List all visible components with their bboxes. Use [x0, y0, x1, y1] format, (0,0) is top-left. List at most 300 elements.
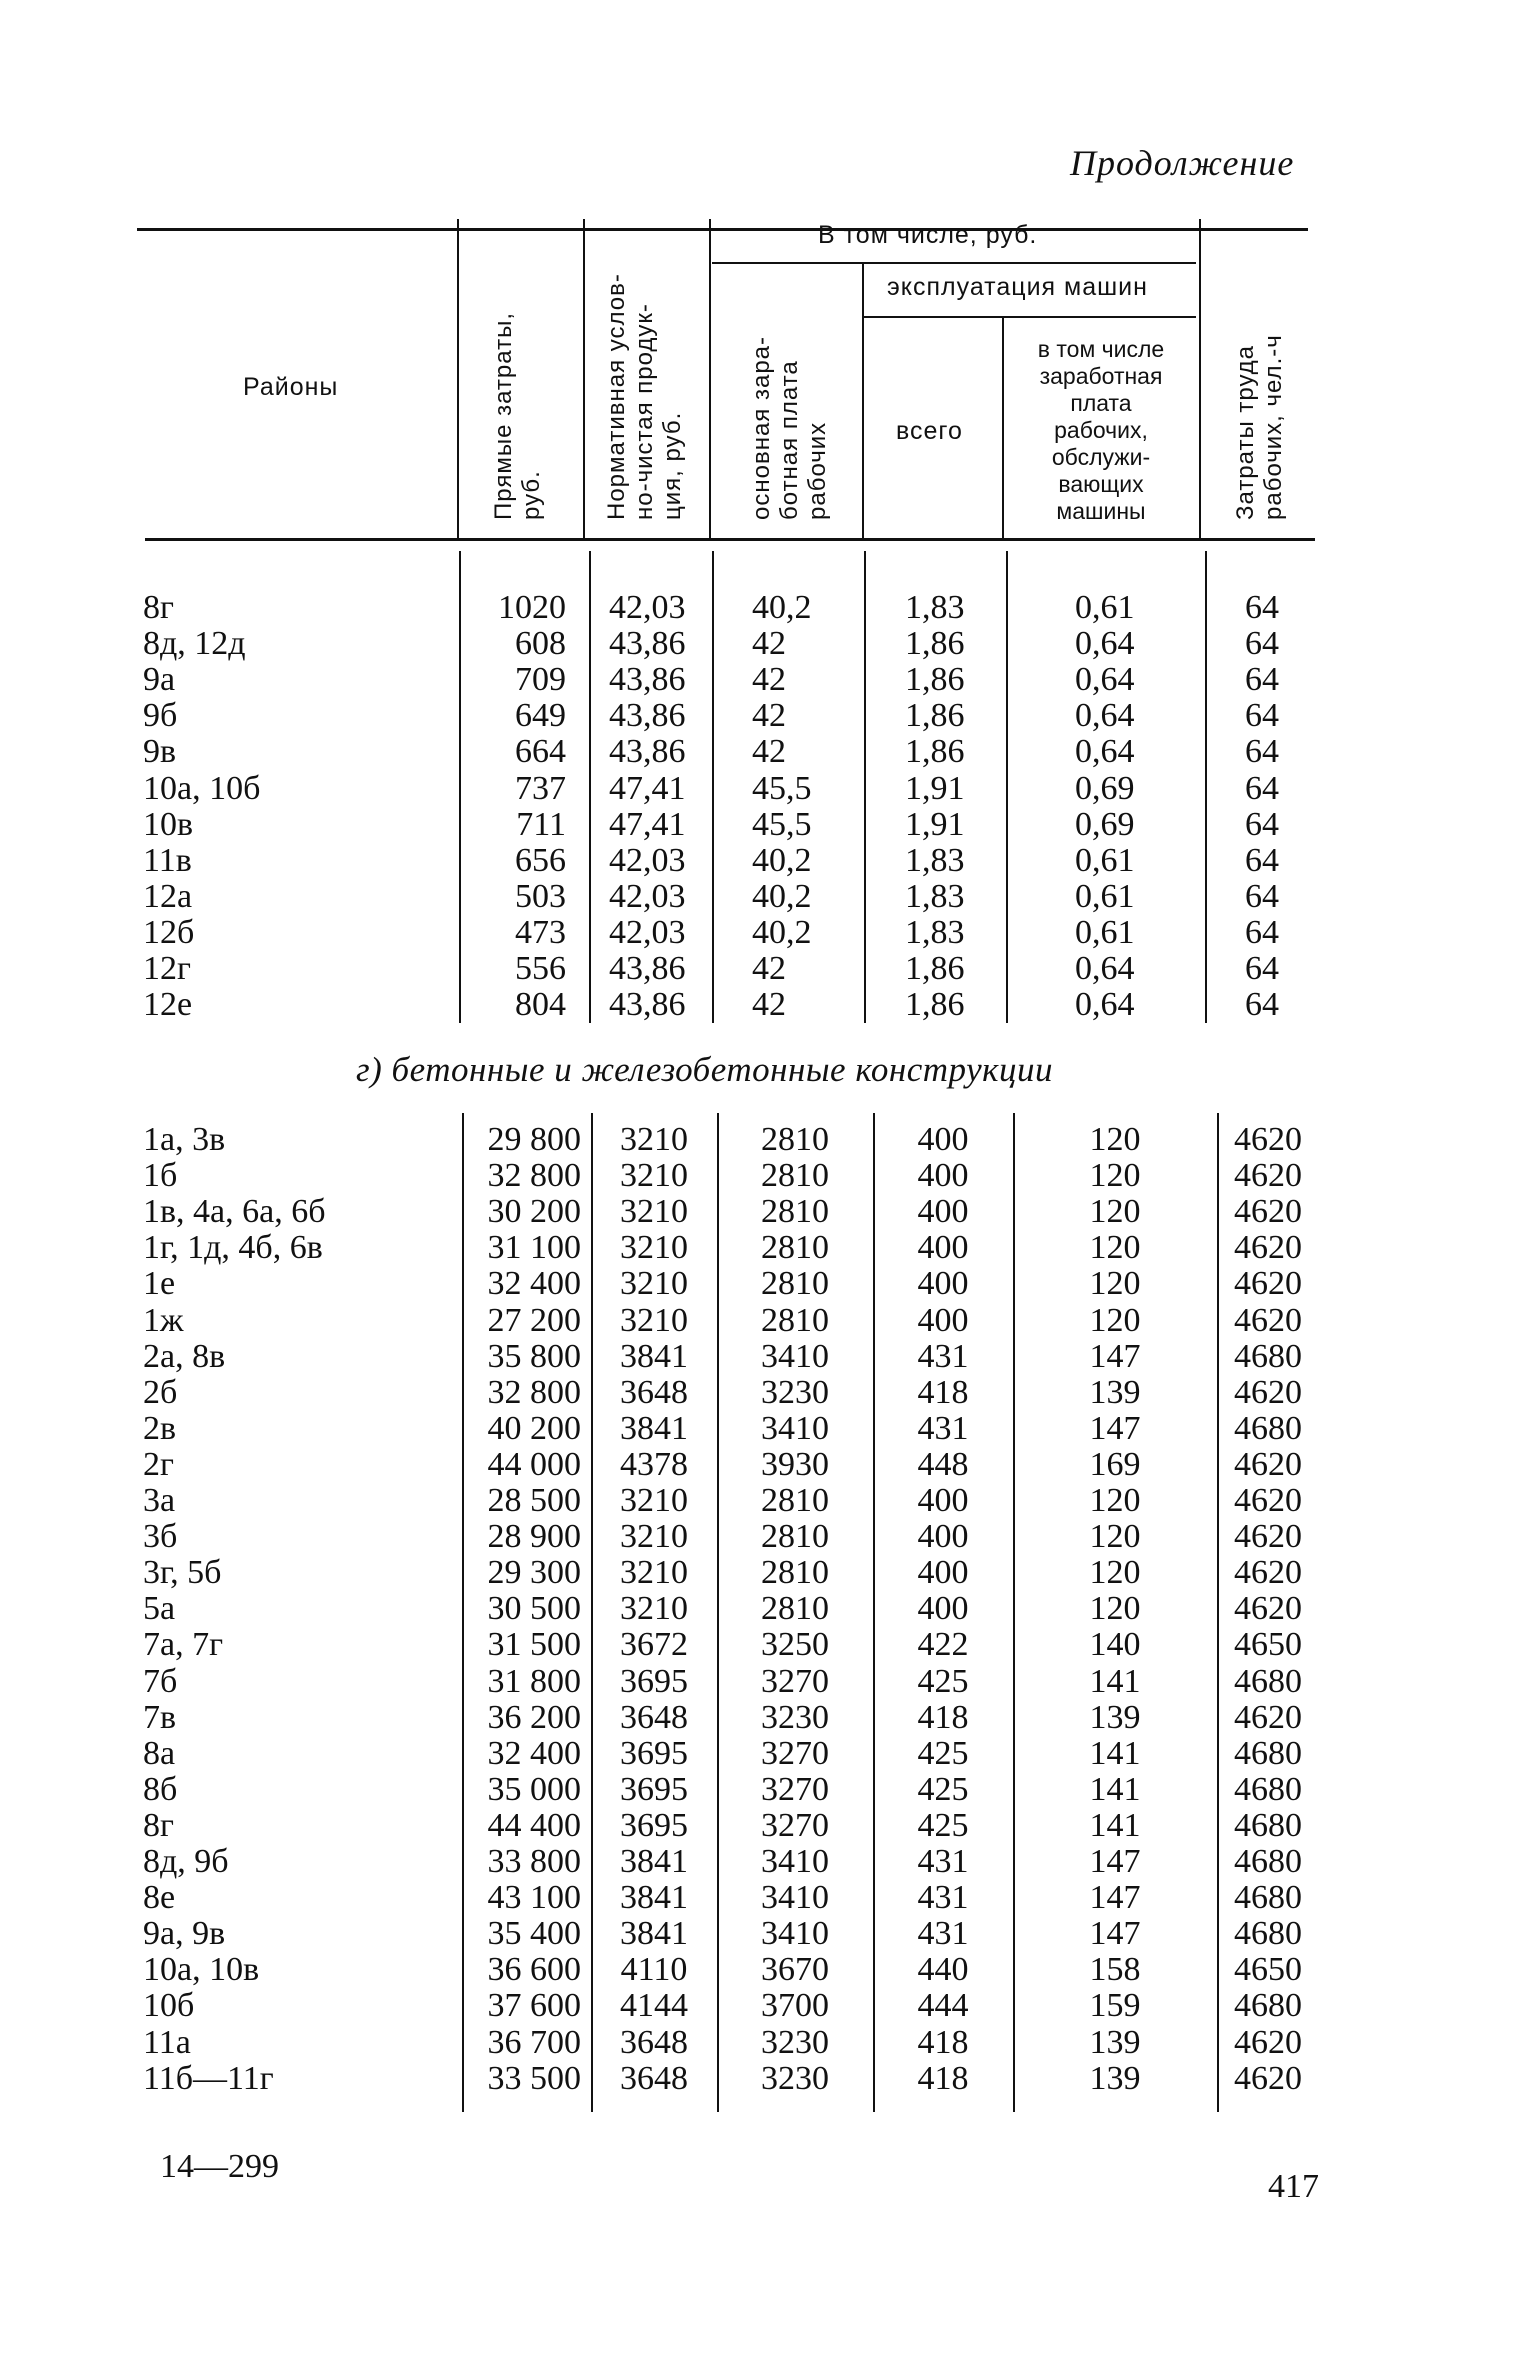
- base-wage-cell: 40,2: [752, 589, 812, 626]
- table-row: [0, 1411, 1514, 1447]
- labor-costs-cell: 4680: [1234, 1915, 1302, 1953]
- machine-wage-cell: 0,64: [1075, 950, 1135, 987]
- including-rule: [712, 262, 1196, 264]
- machine-wage-line-1: в том числе: [1037, 336, 1165, 362]
- labor-costs-line-1: Затраты труда: [1232, 344, 1259, 520]
- labor-costs-cell: 64: [1245, 733, 1279, 771]
- district-cell: 1е: [143, 1265, 176, 1303]
- district-cell: 1а, 3в: [143, 1121, 226, 1158]
- normative-net-cell: 3841: [620, 1879, 688, 1917]
- base-wage-cell: 3230: [761, 2059, 829, 2097]
- table-row: [0, 662, 1514, 698]
- table-row: [0, 1772, 1514, 1808]
- machine-wage-cell: 141: [1089, 1734, 1141, 1772]
- table-row: [0, 1700, 1514, 1736]
- labor-costs-cell: 64: [1245, 589, 1279, 626]
- district-cell: 8д, 9б: [143, 1843, 229, 1880]
- table-row: [0, 1916, 1514, 1952]
- district-cell: 7б: [143, 1662, 178, 1700]
- normative-net-cell: 43,86: [609, 986, 686, 1024]
- base-wage-cell: 2810: [761, 1590, 829, 1628]
- districts-header: Районы: [243, 373, 339, 401]
- normative-net-cell: 3210: [620, 1590, 688, 1628]
- labor-costs-cell: 64: [1245, 661, 1279, 699]
- direct-costs-cell: 43 100: [487, 1879, 581, 1917]
- district-cell: 1ж: [143, 1301, 184, 1339]
- machine-wage-line-6: вающих: [1058, 471, 1144, 497]
- labor-costs-cell: 4620: [1234, 1193, 1302, 1231]
- machine-total-cell: 400: [917, 1157, 969, 1195]
- district-cell: 10а, 10б: [143, 769, 261, 807]
- normative-net-line-1: Нормативная услов-: [603, 273, 630, 520]
- direct-costs-cell: 35 400: [487, 1915, 581, 1953]
- district-cell: 9в: [143, 733, 177, 771]
- machine-total-cell: 400: [917, 1518, 969, 1556]
- labor-costs-cell: 4620: [1234, 1554, 1302, 1592]
- base-wage-cell: 3410: [761, 1409, 829, 1447]
- district-cell: 9а, 9в: [143, 1915, 226, 1953]
- labor-costs-cell: 4680: [1234, 1806, 1302, 1844]
- machine-total-cell: 431: [917, 1915, 969, 1953]
- normative-net-cell: 3695: [620, 1662, 688, 1700]
- direct-costs-cell: 649: [515, 697, 566, 735]
- normative-net-cell: 43,86: [609, 697, 686, 735]
- normative-net-cell: 42,03: [609, 877, 686, 915]
- direct-costs-cell: 37 600: [487, 1987, 581, 2025]
- table-row: [0, 771, 1514, 807]
- table-row: [0, 1122, 1514, 1158]
- normative-net-cell: 4144: [620, 1987, 688, 2025]
- district-cell: 8е: [143, 1879, 176, 1917]
- machine-wage-cell: 159: [1089, 1987, 1141, 2025]
- machine-wage-cell: 0,69: [1075, 769, 1135, 807]
- machine-wage-cell: 147: [1089, 1843, 1141, 1880]
- base-wage-cell: 3270: [761, 1662, 829, 1700]
- labor-costs-cell: 4620: [1234, 2059, 1302, 2097]
- direct-costs-cell: 36 600: [487, 1951, 581, 1989]
- direct-costs-cell: 32 400: [487, 1265, 581, 1303]
- machine-wage-cell: 139: [1089, 1698, 1141, 1736]
- base-wage-cell: 40,2: [752, 913, 812, 951]
- normative-net-cell: 3648: [620, 1373, 688, 1411]
- table-row: [0, 1844, 1514, 1880]
- district-cell: 11в: [143, 841, 192, 879]
- machine-total-cell: 400: [917, 1482, 969, 1519]
- direct-costs-cell: 36 200: [487, 1698, 581, 1736]
- district-cell: 7а, 7г: [143, 1626, 224, 1664]
- machine-wage-cell: 147: [1089, 1915, 1141, 1953]
- direct-costs-cell: 30 500: [487, 1590, 581, 1628]
- machine-wage-cell: 0,64: [1075, 661, 1135, 699]
- table-row: [0, 1266, 1514, 1302]
- table-row: [0, 987, 1514, 1023]
- labor-costs-cell: 4650: [1234, 1951, 1302, 1989]
- machine-total-cell: 425: [917, 1734, 969, 1772]
- district-cell: 2б: [143, 1373, 178, 1411]
- normative-net-cell: 43,86: [609, 661, 686, 699]
- table-row: [0, 1555, 1514, 1591]
- machine-total-cell: 1,91: [905, 769, 965, 807]
- district-cell: 1в, 4а, 6а, 6б: [143, 1193, 326, 1231]
- header-vline-5: [1002, 318, 1004, 539]
- base-wage-cell: 2810: [761, 1121, 829, 1158]
- district-cell: 12б: [143, 913, 195, 951]
- normative-net-line-3: ция, руб.: [659, 411, 686, 520]
- labor-costs-cell: 64: [1245, 877, 1279, 915]
- machine-wage-cell: 140: [1089, 1626, 1141, 1664]
- header-vline-2: [583, 219, 585, 539]
- table-row: [0, 1230, 1514, 1266]
- machine-total-cell: 400: [917, 1193, 969, 1231]
- including-header: В том числе, руб.: [818, 221, 1038, 249]
- machine-wage-cell: 141: [1089, 1806, 1141, 1844]
- table-row: [0, 1519, 1514, 1555]
- machine-total-cell: 1,83: [905, 913, 965, 951]
- labor-costs-cell: 4620: [1234, 1482, 1302, 1519]
- base-wage-cell: 42: [752, 625, 786, 663]
- district-cell: 1б: [143, 1157, 178, 1195]
- direct-costs-cell: 33 800: [487, 1843, 581, 1880]
- machine-total-cell: 418: [917, 2023, 969, 2061]
- base-wage-cell: 40,2: [752, 841, 812, 879]
- base-wage-cell: 3230: [761, 1373, 829, 1411]
- direct-costs-cell: 32 400: [487, 1734, 581, 1772]
- labor-costs-cell: 4680: [1234, 1662, 1302, 1700]
- machine-wage-cell: 0,64: [1075, 986, 1135, 1024]
- machine-total-cell: 1,86: [905, 625, 965, 663]
- normative-net-cell: 3210: [620, 1157, 688, 1195]
- machine-wage-cell: 120: [1089, 1265, 1141, 1303]
- machine-total-cell: 431: [917, 1843, 969, 1880]
- direct-costs-cell: 31 100: [487, 1229, 581, 1267]
- normative-net-cell: 3648: [620, 2059, 688, 2097]
- header-vline-1: [457, 219, 459, 539]
- machine-wage-cell: 120: [1089, 1193, 1141, 1231]
- normative-net-cell: 3695: [620, 1770, 688, 1808]
- machine-wage-cell: 120: [1089, 1229, 1141, 1267]
- machine-total-cell: 400: [917, 1265, 969, 1303]
- direct-costs-cell: 608: [515, 625, 566, 663]
- machine-wage-cell: 147: [1089, 1879, 1141, 1917]
- normative-net-cell: 42,03: [609, 589, 686, 626]
- machine-total-cell: 418: [917, 1698, 969, 1736]
- machine-total-cell: 422: [917, 1626, 969, 1664]
- machine-wage-cell: 147: [1089, 1409, 1141, 1447]
- table-row: [0, 1194, 1514, 1230]
- district-cell: 2в: [143, 1409, 177, 1447]
- district-cell: 12а: [143, 877, 193, 915]
- machine-total-cell: 418: [917, 2059, 969, 2097]
- direct-costs-cell: 35 000: [487, 1770, 581, 1808]
- table-row: [0, 843, 1514, 879]
- machine-total-cell: 1,86: [905, 697, 965, 735]
- normative-net-cell: 4110: [620, 1951, 688, 1989]
- normative-net-cell: 3695: [620, 1806, 688, 1844]
- normative-net-line-2: но-чистая продук-: [631, 303, 658, 520]
- table-row: [0, 1303, 1514, 1339]
- labor-costs-cell: 4620: [1234, 1229, 1302, 1267]
- normative-net-cell: 3841: [620, 1843, 688, 1880]
- district-cell: 8б: [143, 1770, 178, 1808]
- base-wage-cell: 3270: [761, 1806, 829, 1844]
- base-wage-cell: 2810: [761, 1265, 829, 1303]
- district-cell: 8д, 12д: [143, 625, 246, 663]
- machine-wage-cell: 0,64: [1075, 733, 1135, 771]
- base-wage-cell: 3270: [761, 1770, 829, 1808]
- labor-costs-cell: 4650: [1234, 1626, 1302, 1664]
- base-wage-cell: 2810: [761, 1518, 829, 1556]
- machine-wage-header: [1006, 336, 1196, 525]
- direct-costs-cell: 664: [515, 733, 566, 771]
- machine-wage-cell: 158: [1089, 1951, 1141, 1989]
- page-number: 417: [1268, 2168, 1319, 2205]
- header-vline-4: [862, 264, 864, 539]
- labor-costs-cell: 4620: [1234, 1265, 1302, 1303]
- base-wage-line-1: основная зара-: [748, 335, 775, 520]
- machine-op-rule: [864, 316, 1196, 318]
- machine-total-cell: 431: [917, 1409, 969, 1447]
- labor-costs-cell: 64: [1245, 697, 1279, 735]
- district-cell: 8г: [143, 1806, 174, 1844]
- normative-net-cell: 3210: [620, 1301, 688, 1339]
- labor-costs-cell: 64: [1245, 913, 1279, 951]
- machine-total-cell: 425: [917, 1770, 969, 1808]
- normative-net-cell: 3210: [620, 1554, 688, 1592]
- labor-costs-cell: 4680: [1234, 1409, 1302, 1447]
- district-cell: 11б—11г: [143, 2059, 274, 2097]
- direct-costs-cell: 656: [515, 841, 566, 879]
- district-cell: 10б: [143, 1987, 195, 2025]
- normative-net-cell: 3841: [620, 1915, 688, 1953]
- table-row: [0, 1880, 1514, 1916]
- direct-costs-cell: 31 800: [487, 1662, 581, 1700]
- table-row: [0, 590, 1514, 626]
- normative-net-cell: 3841: [620, 1337, 688, 1375]
- base-wage-line-3: рабочих: [804, 421, 831, 520]
- labor-costs-cell: 4620: [1234, 1445, 1302, 1483]
- normative-net-cell: 3672: [620, 1626, 688, 1664]
- normative-net-cell: 43,86: [609, 625, 686, 663]
- machine-wage-cell: 120: [1089, 1554, 1141, 1592]
- normative-net-cell: 3210: [620, 1193, 688, 1231]
- base-wage-cell: 3700: [761, 1987, 829, 2025]
- normative-net-header: [603, 273, 687, 520]
- table-row: [0, 1988, 1514, 2024]
- machine-wage-cell: 141: [1089, 1770, 1141, 1808]
- labor-costs-cell: 4680: [1234, 1843, 1302, 1880]
- machine-total-cell: 1,86: [905, 733, 965, 771]
- labor-costs-cell: 4620: [1234, 1698, 1302, 1736]
- base-wage-cell: 2810: [761, 1193, 829, 1231]
- labor-costs-cell: 4680: [1234, 1879, 1302, 1917]
- machine-wage-line-3: плата: [1070, 390, 1132, 416]
- district-cell: 2а, 8в: [143, 1337, 226, 1375]
- base-wage-header: [748, 336, 832, 520]
- district-cell: 9б: [143, 697, 178, 735]
- normative-net-cell: 3841: [620, 1409, 688, 1447]
- machine-total-cell: 418: [917, 1373, 969, 1411]
- normative-net-cell: 3210: [620, 1482, 688, 1519]
- machine-wage-cell: 0,61: [1075, 877, 1135, 915]
- header-vline-3: [709, 219, 711, 539]
- machine-wage-line-2: заработная: [1039, 363, 1163, 389]
- direct-costs-cell: 503: [515, 877, 566, 915]
- direct-costs-cell: 28 900: [487, 1518, 581, 1556]
- district-cell: 10в: [143, 805, 194, 843]
- machine-wage-cell: 120: [1089, 1482, 1141, 1519]
- table-row: [0, 2025, 1514, 2061]
- machine-total-cell: 1,86: [905, 661, 965, 699]
- normative-net-cell: 3210: [620, 1121, 688, 1158]
- machine-total-cell: 400: [917, 1301, 969, 1339]
- district-cell: 9а: [143, 661, 176, 699]
- direct-costs-cell: 32 800: [487, 1157, 581, 1195]
- table-row: [0, 1808, 1514, 1844]
- machine-total-cell: 400: [917, 1554, 969, 1592]
- base-wage-cell: 45,5: [752, 805, 812, 843]
- table-row: [0, 734, 1514, 770]
- district-cell: 12е: [143, 986, 193, 1024]
- base-wage-cell: 3410: [761, 1337, 829, 1375]
- labor-costs-cell: 64: [1245, 769, 1279, 807]
- base-wage-cell: 3410: [761, 1879, 829, 1917]
- base-wage-cell: 3230: [761, 1698, 829, 1736]
- machine-total-cell: 1,86: [905, 986, 965, 1024]
- section2-title: г) бетонные и железобетонные конструкции: [356, 1050, 1053, 1089]
- direct-costs-header: [490, 312, 546, 520]
- normative-net-cell: 3210: [620, 1518, 688, 1556]
- normative-net-cell: 47,41: [609, 805, 686, 843]
- direct-costs-cell: 28 500: [487, 1482, 581, 1519]
- labor-costs-cell: 64: [1245, 841, 1279, 879]
- base-wage-cell: 3270: [761, 1734, 829, 1772]
- base-wage-cell: 2810: [761, 1301, 829, 1339]
- table-row: [0, 1627, 1514, 1663]
- header-top-rule: [137, 228, 1308, 231]
- table-row: [0, 879, 1514, 915]
- direct-costs-cell: 44 000: [487, 1445, 581, 1483]
- labor-costs-header: [1232, 334, 1288, 520]
- direct-costs-cell: 711: [516, 805, 566, 843]
- labor-costs-cell: 64: [1245, 805, 1279, 843]
- header-bottom-rule: [145, 538, 1315, 541]
- machine-wage-cell: 139: [1089, 2023, 1141, 2061]
- labor-costs-cell: 4620: [1234, 2023, 1302, 2061]
- table-row: [0, 698, 1514, 734]
- machine-total-cell: 1,83: [905, 589, 965, 626]
- direct-costs-cell: 31 500: [487, 1626, 581, 1664]
- table-row: [0, 915, 1514, 951]
- table-row: [0, 1664, 1514, 1700]
- normative-net-cell: 47,41: [609, 769, 686, 807]
- table-row: [0, 1158, 1514, 1194]
- direct-costs-cell: 30 200: [487, 1193, 581, 1231]
- direct-costs-cell: 473: [515, 913, 566, 951]
- direct-costs-cell: 33 500: [487, 2059, 581, 2097]
- machine-wage-cell: 0,69: [1075, 805, 1135, 843]
- machine-total-cell: 448: [917, 1445, 969, 1483]
- total-header: всего: [896, 417, 963, 445]
- base-wage-cell: 2810: [761, 1157, 829, 1195]
- direct-costs-line-1: Прямые затраты,: [490, 312, 517, 520]
- base-wage-cell: 45,5: [752, 769, 812, 807]
- direct-costs-line-2: руб.: [518, 470, 545, 520]
- machine-total-cell: 425: [917, 1662, 969, 1700]
- district-cell: 1г, 1д, 4б, 6в: [143, 1229, 323, 1267]
- base-wage-line-2: ботная плата: [776, 360, 803, 520]
- machine-total-cell: 1,91: [905, 805, 965, 843]
- machine-total-cell: 431: [917, 1337, 969, 1375]
- direct-costs-cell: 804: [515, 986, 566, 1024]
- district-cell: 11а: [143, 2023, 191, 2061]
- base-wage-cell: 3250: [761, 1626, 829, 1664]
- direct-costs-cell: 27 200: [487, 1301, 581, 1339]
- machine-wage-cell: 0,61: [1075, 841, 1135, 879]
- district-cell: 3г, 5б: [143, 1554, 222, 1592]
- normative-net-cell: 43,86: [609, 950, 686, 987]
- machine-wage-cell: 141: [1089, 1662, 1141, 1700]
- normative-net-cell: 3648: [620, 1698, 688, 1736]
- base-wage-cell: 2810: [761, 1229, 829, 1267]
- machine-wage-cell: 120: [1089, 1157, 1141, 1195]
- direct-costs-cell: 29 800: [487, 1121, 581, 1158]
- normative-net-cell: 3648: [620, 2023, 688, 2061]
- base-wage-cell: 3670: [761, 1951, 829, 1989]
- base-wage-cell: 42: [752, 661, 786, 699]
- base-wage-cell: 3410: [761, 1843, 829, 1880]
- base-wage-cell: 3930: [761, 1445, 829, 1483]
- table-row: [0, 1736, 1514, 1772]
- base-wage-cell: 42: [752, 697, 786, 735]
- table-row: [0, 1375, 1514, 1411]
- direct-costs-cell: 709: [515, 661, 566, 699]
- labor-costs-cell: 4620: [1234, 1590, 1302, 1628]
- machine-wage-line-4: рабочих,: [1054, 417, 1148, 443]
- machine-wage-cell: 120: [1089, 1518, 1141, 1556]
- machine-wage-line-7: машины: [1056, 498, 1146, 524]
- direct-costs-cell: 40 200: [487, 1409, 581, 1447]
- machine-total-cell: 1,86: [905, 950, 965, 987]
- machine-total-cell: 1,83: [905, 877, 965, 915]
- base-wage-cell: 3410: [761, 1915, 829, 1953]
- district-cell: 5а: [143, 1590, 176, 1628]
- district-cell: 8а: [143, 1734, 176, 1772]
- table-row: [0, 1339, 1514, 1375]
- base-wage-cell: 2810: [761, 1554, 829, 1592]
- machine-wage-cell: 0,61: [1075, 589, 1135, 626]
- normative-net-cell: 4378: [620, 1445, 688, 1483]
- table-row: [0, 1952, 1514, 1988]
- machine-wage-cell: 139: [1089, 1373, 1141, 1411]
- labor-costs-cell: 64: [1245, 625, 1279, 663]
- machine-total-cell: 444: [917, 1987, 969, 2025]
- base-wage-cell: 40,2: [752, 877, 812, 915]
- machine-total-cell: 425: [917, 1806, 969, 1844]
- district-cell: 7в: [143, 1698, 177, 1736]
- labor-costs-cell: 4680: [1234, 1987, 1302, 2025]
- district-cell: 12г: [143, 950, 191, 987]
- labor-costs-cell: 4620: [1234, 1518, 1302, 1556]
- machine-wage-cell: 0,64: [1075, 625, 1135, 663]
- district-cell: 8г: [143, 589, 174, 626]
- district-cell: 2г: [143, 1445, 174, 1483]
- district-cell: 10а, 10в: [143, 1951, 260, 1989]
- labor-costs-line-2: рабочих, чел.-ч: [1260, 334, 1287, 520]
- table-row: [0, 1447, 1514, 1483]
- machine-total-cell: 400: [917, 1121, 969, 1158]
- table-row: [0, 2061, 1514, 2097]
- table-row: [0, 807, 1514, 843]
